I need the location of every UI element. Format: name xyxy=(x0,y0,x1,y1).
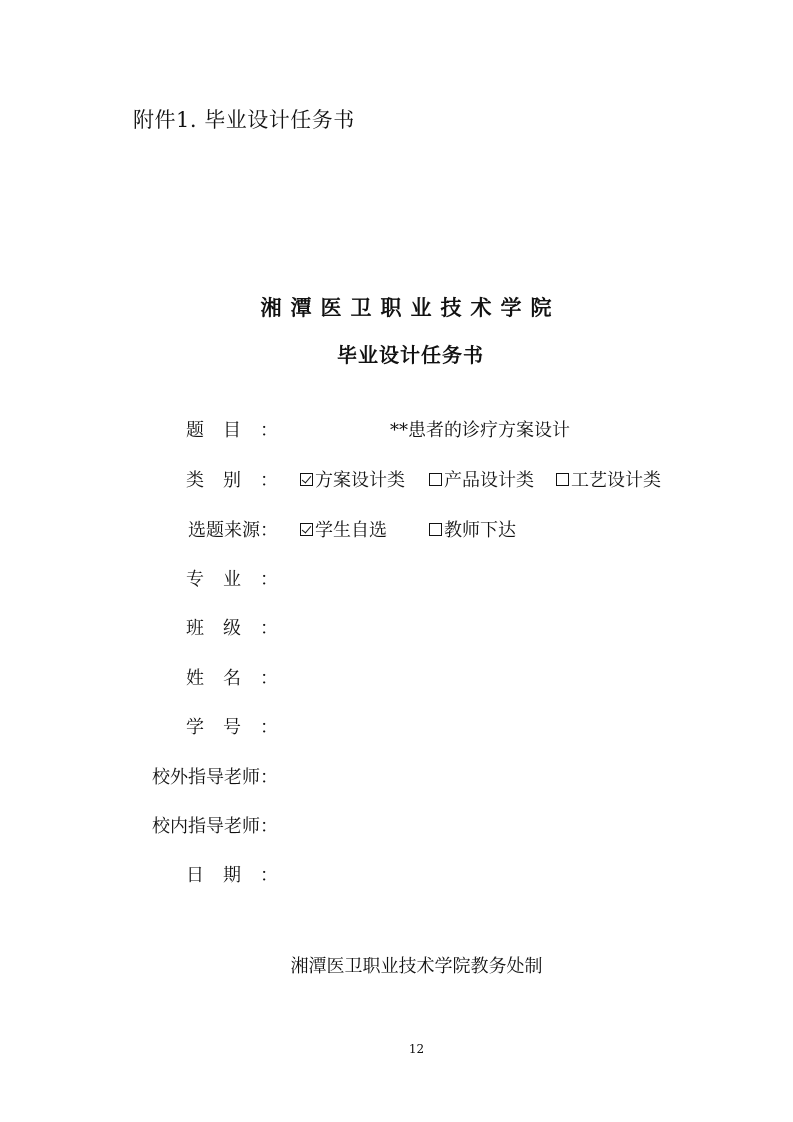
category-label xyxy=(186,466,297,492)
category-option-label: 工艺设计类 xyxy=(571,470,661,491)
category-option-process[interactable] xyxy=(556,466,661,492)
source-label: 选题来源： xyxy=(188,520,278,541)
internal-advisor-label: 校内指导老师： xyxy=(152,816,278,837)
major-label xyxy=(186,565,297,591)
topic-value: **患者的诊疗方案设计 xyxy=(390,420,570,441)
category-option-product[interactable] xyxy=(429,466,534,492)
student-id-label xyxy=(186,713,297,739)
page-number: 12 xyxy=(408,1042,425,1056)
source-option-teacher[interactable] xyxy=(429,516,516,542)
class-label-text: 班级： xyxy=(186,618,297,639)
category-option-label: 方案设计类 xyxy=(315,470,405,491)
document-title: 毕业设计任务书 xyxy=(337,343,484,367)
unchecked-box-icon[interactable] xyxy=(556,473,569,486)
unchecked-box-icon[interactable] xyxy=(429,523,442,536)
name-label-text: 姓名： xyxy=(186,668,297,689)
category-option-label: 产品设计类 xyxy=(444,470,534,491)
student-id-label-text: 学号： xyxy=(186,717,297,738)
date-label-text: 日期： xyxy=(186,865,297,886)
checked-box-icon[interactable] xyxy=(300,523,313,536)
checked-box-icon[interactable] xyxy=(300,473,313,486)
external-advisor-label: 校外指导老师： xyxy=(152,767,278,788)
topic-label xyxy=(186,416,297,442)
category-option-scheme[interactable] xyxy=(300,466,405,492)
source-option-student[interactable] xyxy=(300,516,387,542)
unchecked-box-icon[interactable] xyxy=(429,473,442,486)
date-label xyxy=(186,861,297,887)
category-label-text: 类别： xyxy=(186,470,297,491)
name-label xyxy=(186,664,297,690)
topic-label-text: 题目： xyxy=(186,420,297,441)
source-option-label: 学生自选 xyxy=(315,520,387,541)
class-label xyxy=(186,614,297,640)
issuer-footer: 湘潭医卫职业技术学院教务处制 xyxy=(290,956,543,977)
attachment-heading: 附件1. 毕业设计任务书 xyxy=(133,108,355,132)
school-name: 湘潭医卫职业技术学院 xyxy=(260,296,561,320)
source-option-label: 教师下达 xyxy=(444,520,516,541)
major-label-text: 专业： xyxy=(186,569,297,590)
